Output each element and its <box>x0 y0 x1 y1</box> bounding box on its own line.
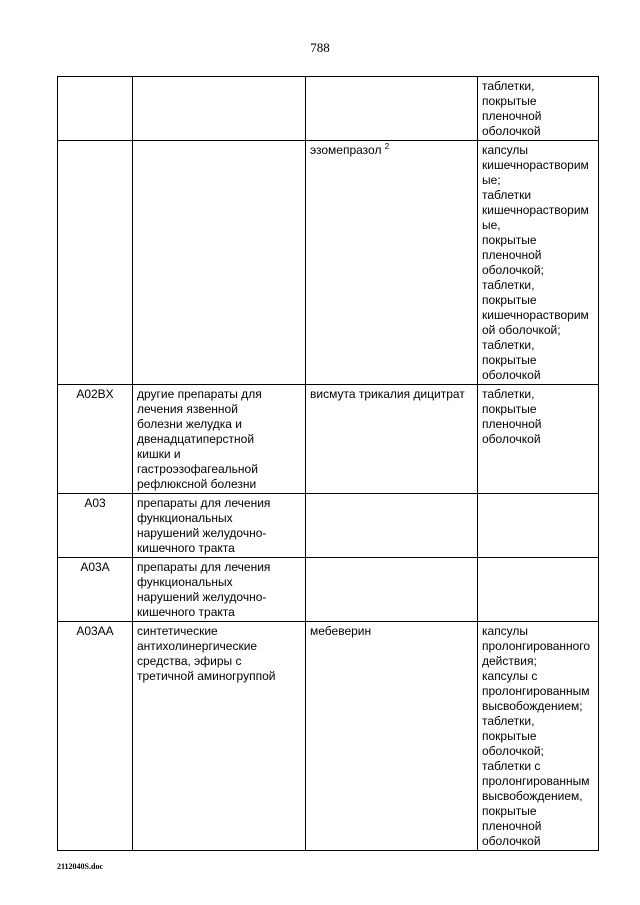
dosage-form-line: капсулы <box>482 624 529 638</box>
dosage-form-line: оболочкой; <box>482 263 544 277</box>
dosage-form-line: таблетки, <box>482 79 535 93</box>
group-name-line: антихолинергические <box>137 639 258 653</box>
document-filename: 2112040S.doc <box>57 862 104 871</box>
dosage-form-line: пленочной <box>482 109 542 123</box>
table-row <box>58 141 599 385</box>
dosage-form-line: пленочной <box>482 248 542 262</box>
group-name-line: синтетические <box>137 624 218 638</box>
table-row <box>58 558 599 622</box>
dosage-form-line: оболочкой; <box>482 744 544 758</box>
table-row <box>58 494 599 558</box>
table-row <box>58 622 599 851</box>
atc-code-cell <box>58 141 133 385</box>
dosage-form-line: оболочкой <box>482 368 541 382</box>
dosage-form-cell <box>478 494 599 558</box>
dosage-form-cell <box>478 558 599 622</box>
dosage-form-cell <box>478 77 599 141</box>
table-row <box>58 77 599 141</box>
drug-name-cell <box>306 622 478 851</box>
dosage-form-line: таблетки, <box>482 714 535 728</box>
table-row <box>58 385 599 494</box>
group-name-line: кишки и <box>137 447 181 461</box>
group-name-line: кишечного тракта <box>137 605 235 619</box>
page-number: 788 <box>310 40 330 55</box>
dosage-form-line: покрытые <box>482 804 537 818</box>
group-name-line: нарушений желудочно- <box>137 590 267 604</box>
group-name-cell <box>133 494 306 558</box>
group-name-line: кишечного тракта <box>137 541 235 555</box>
group-name-cell <box>133 77 306 141</box>
group-name-line: функциональных <box>137 575 233 589</box>
group-name-line: рефлюксной болезни <box>137 477 257 491</box>
group-name-cell <box>133 385 306 494</box>
dosage-form-line: таблетки, <box>482 338 535 352</box>
dosage-form-line: кишечнорастворимые; <box>482 158 589 187</box>
dosage-form-line: капсулы с <box>482 669 538 683</box>
dosage-form-line: кишечнорастворимые, <box>482 203 589 232</box>
group-name-line: другие препараты для <box>137 387 262 401</box>
dosage-form-line: покрытые <box>482 353 537 367</box>
dosage-form-line: пленочной <box>482 819 542 833</box>
dosage-form-cell <box>478 385 599 494</box>
group-name-line: функциональных <box>137 511 233 525</box>
group-name-line: нарушений желудочно- <box>137 526 267 540</box>
footnote-marker: 2 <box>384 142 390 151</box>
atc-code-cell: A03AA <box>58 622 133 851</box>
drug-name-cell <box>306 385 478 494</box>
group-name-cell <box>133 141 306 385</box>
dosage-form-line: пленочной <box>482 417 542 431</box>
atc-code-cell: A02BX <box>58 385 133 494</box>
drug-name-cell <box>306 494 478 558</box>
dosage-form-line: покрытые <box>482 233 537 247</box>
drug-name-cell <box>306 77 478 141</box>
dosage-form-line: оболочкой <box>482 834 541 848</box>
dosage-form-line: капсулы <box>482 143 529 157</box>
group-name-line: болезни желудка и <box>137 417 242 431</box>
atc-code-cell: A03 <box>58 494 133 558</box>
dosage-form-line: пролонгированным <box>482 774 590 788</box>
group-name-line: лечения язвенной <box>137 402 238 416</box>
drug-name: висмута трикалия дицитрат <box>310 387 465 401</box>
drug-table <box>57 76 599 851</box>
group-name-line: третичной аминогруппой <box>137 669 276 683</box>
group-name-cell <box>133 558 306 622</box>
dosage-form-line: таблетки, <box>482 278 535 292</box>
table-body <box>58 77 599 851</box>
dosage-form-line: таблетки, <box>482 387 535 401</box>
drug-name-cell <box>306 558 478 622</box>
atc-code-cell: A03A <box>58 558 133 622</box>
dosage-form-cell <box>478 141 599 385</box>
atc-code-cell <box>58 77 133 141</box>
dosage-form-line: покрытые <box>482 729 537 743</box>
dosage-form-cell <box>478 622 599 851</box>
dosage-form-line: пролонгированным <box>482 684 590 698</box>
group-name-cell <box>133 622 306 851</box>
drug-name-cell <box>306 141 478 385</box>
group-name-line: гастроэзофагеальной <box>137 462 258 476</box>
group-name-line: двенадцатиперстной <box>137 432 255 446</box>
dosage-form-line: высвобождением; <box>482 699 583 713</box>
dosage-form-line: оболочкой <box>482 432 541 446</box>
group-name-line: препараты для лечения <box>137 496 271 510</box>
dosage-form-line: покрытые <box>482 293 537 307</box>
dosage-form-line: таблетки <box>482 188 532 202</box>
drug-name: эзомепразол <box>310 143 382 157</box>
dosage-form-line: оболочкой <box>482 124 541 138</box>
group-name-line: препараты для лечения <box>137 560 271 574</box>
dosage-form-line: высвобождением, <box>482 789 583 803</box>
group-name-line: средства, эфиры с <box>137 654 242 668</box>
dosage-form-line: пролонгированного действия; <box>482 639 591 668</box>
drug-name: мебеверин <box>310 624 372 638</box>
dosage-form-line: покрытые <box>482 94 537 108</box>
dosage-form-line: покрытые <box>482 402 537 416</box>
dosage-form-line: кишечнорастворимой оболочкой; <box>482 308 589 337</box>
dosage-form-line: таблетки с <box>482 759 541 773</box>
